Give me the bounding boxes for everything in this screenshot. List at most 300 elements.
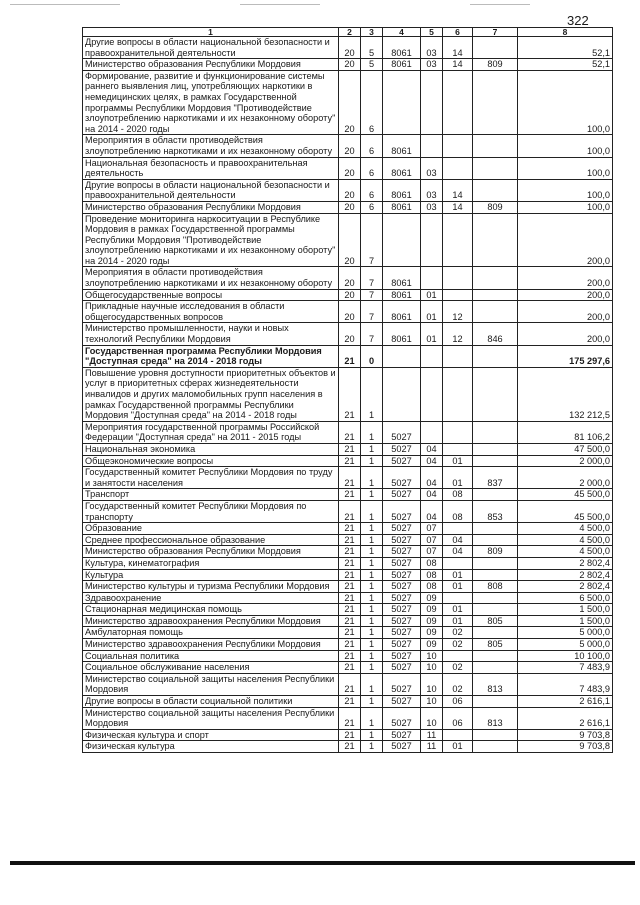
row-code-cell: 02 bbox=[443, 673, 473, 695]
row-code-cell: 20 bbox=[339, 59, 361, 71]
row-code-cell bbox=[443, 345, 473, 367]
row-code-cell: 01 bbox=[443, 741, 473, 753]
row-amount-cell: 175 297,6 bbox=[518, 345, 613, 367]
row-code-cell: 1 bbox=[361, 569, 383, 581]
table-row bbox=[83, 523, 613, 535]
row-code-cell: 01 bbox=[443, 569, 473, 581]
row-code-cell bbox=[443, 729, 473, 741]
row-code-cell bbox=[473, 592, 518, 604]
row-code-cell: 5027 bbox=[383, 421, 421, 443]
row-code-cell bbox=[473, 604, 518, 616]
row-code-cell bbox=[421, 213, 443, 267]
row-code-cell bbox=[443, 557, 473, 569]
table-row bbox=[83, 467, 613, 489]
row-code-cell bbox=[443, 592, 473, 604]
row-code-cell: 7 bbox=[361, 213, 383, 267]
table-row bbox=[83, 569, 613, 581]
row-code-cell: 6 bbox=[361, 70, 383, 135]
row-amount-cell: 2 000,0 bbox=[518, 467, 613, 489]
row-code-cell bbox=[383, 367, 421, 421]
row-name-cell: Проведение мониторинга наркоситуации в Республике Мордовия в рамках Государственной программы Республики Мордовия "Противодействие злоупотреблению наркотиками и их незаконному обороту" на 2014 - 2020 годы bbox=[83, 213, 339, 267]
row-amount-cell: 2 000,0 bbox=[518, 455, 613, 467]
row-code-cell: 01 bbox=[443, 467, 473, 489]
table-row bbox=[83, 201, 613, 213]
row-code-cell: 21 bbox=[339, 615, 361, 627]
row-code-cell: 20 bbox=[339, 267, 361, 289]
row-code-cell: 08 bbox=[421, 581, 443, 593]
row-code-cell bbox=[383, 213, 421, 267]
row-code-cell: 02 bbox=[443, 627, 473, 639]
table-row bbox=[83, 135, 613, 157]
column-header-row bbox=[83, 28, 613, 37]
row-code-cell: 805 bbox=[473, 615, 518, 627]
row-amount-cell: 81 106,2 bbox=[518, 421, 613, 443]
row-code-cell: 07 bbox=[421, 534, 443, 546]
row-name-cell: Министерство здравоохранения Республики Мордовия bbox=[83, 639, 339, 651]
row-code-cell: 01 bbox=[443, 455, 473, 467]
row-code-cell: 21 bbox=[339, 367, 361, 421]
row-code-cell: 7 bbox=[361, 301, 383, 323]
row-code-cell: 14 bbox=[443, 37, 473, 59]
row-code-cell: 14 bbox=[443, 59, 473, 71]
top-edge-rule bbox=[10, 4, 120, 5]
row-code-cell: 5027 bbox=[383, 592, 421, 604]
table-row bbox=[83, 639, 613, 651]
row-code-cell: 5027 bbox=[383, 615, 421, 627]
row-code-cell: 01 bbox=[421, 289, 443, 301]
row-name-cell: Другие вопросы в области национальной безопасности и правоохранительной деятельности bbox=[83, 37, 339, 59]
row-code-cell: 21 bbox=[339, 489, 361, 501]
row-code-cell: 853 bbox=[473, 500, 518, 522]
row-code-cell: 8061 bbox=[383, 157, 421, 179]
table-row bbox=[83, 421, 613, 443]
row-amount-cell: 100,0 bbox=[518, 157, 613, 179]
table-row bbox=[83, 592, 613, 604]
row-name-cell: Национальная экономика bbox=[83, 443, 339, 455]
budget-table bbox=[82, 27, 613, 753]
row-name-cell: Министерство социальной защиты населения Республики Мордовия bbox=[83, 673, 339, 695]
row-code-cell: 5027 bbox=[383, 500, 421, 522]
row-name-cell: Среднее профессиональное образование bbox=[83, 534, 339, 546]
row-code-cell: 1 bbox=[361, 662, 383, 674]
row-name-cell: Амбулаторная помощь bbox=[83, 627, 339, 639]
row-code-cell: 03 bbox=[421, 179, 443, 201]
row-amount-cell: 100,0 bbox=[518, 70, 613, 135]
row-code-cell: 5027 bbox=[383, 662, 421, 674]
row-code-cell: 5027 bbox=[383, 455, 421, 467]
row-code-cell: 1 bbox=[361, 367, 383, 421]
row-code-cell bbox=[473, 696, 518, 708]
column-header: 2 bbox=[339, 28, 361, 37]
row-name-cell: Государственный комитет Республики Мордовия по транспорту bbox=[83, 500, 339, 522]
row-code-cell: 1 bbox=[361, 581, 383, 593]
row-code-cell: 10 bbox=[421, 707, 443, 729]
row-code-cell: 21 bbox=[339, 696, 361, 708]
row-code-cell: 5 bbox=[361, 59, 383, 71]
table-row bbox=[83, 179, 613, 201]
row-code-cell: 8061 bbox=[383, 323, 421, 345]
row-code-cell: 21 bbox=[339, 557, 361, 569]
row-code-cell: 21 bbox=[339, 604, 361, 616]
row-code-cell bbox=[473, 662, 518, 674]
column-header: 1 bbox=[83, 28, 339, 37]
row-code-cell: 21 bbox=[339, 421, 361, 443]
row-amount-cell: 5 000,0 bbox=[518, 627, 613, 639]
row-code-cell: 5027 bbox=[383, 729, 421, 741]
row-code-cell: 08 bbox=[443, 489, 473, 501]
row-code-cell: 09 bbox=[421, 604, 443, 616]
row-code-cell: 1 bbox=[361, 639, 383, 651]
row-code-cell: 809 bbox=[473, 59, 518, 71]
row-code-cell: 06 bbox=[443, 707, 473, 729]
table-row bbox=[83, 213, 613, 267]
page-number: 322 bbox=[567, 13, 589, 28]
row-code-cell: 1 bbox=[361, 615, 383, 627]
row-code-cell: 7 bbox=[361, 267, 383, 289]
row-code-cell: 21 bbox=[339, 639, 361, 651]
row-code-cell: 12 bbox=[443, 323, 473, 345]
row-amount-cell: 200,0 bbox=[518, 301, 613, 323]
row-code-cell: 01 bbox=[443, 615, 473, 627]
row-code-cell: 6 bbox=[361, 135, 383, 157]
row-name-cell: Министерство культуры и туризма Республики Мордовия bbox=[83, 581, 339, 593]
row-code-cell: 21 bbox=[339, 500, 361, 522]
row-code-cell bbox=[443, 267, 473, 289]
row-code-cell: 5027 bbox=[383, 557, 421, 569]
row-code-cell: 20 bbox=[339, 157, 361, 179]
row-name-cell: Общеэкономические вопросы bbox=[83, 455, 339, 467]
row-code-cell: 21 bbox=[339, 707, 361, 729]
row-code-cell bbox=[473, 367, 518, 421]
row-code-cell: 04 bbox=[421, 455, 443, 467]
row-code-cell bbox=[421, 135, 443, 157]
row-amount-cell: 52,1 bbox=[518, 59, 613, 71]
row-code-cell: 808 bbox=[473, 581, 518, 593]
row-code-cell bbox=[473, 729, 518, 741]
row-code-cell: 09 bbox=[421, 592, 443, 604]
row-name-cell: Мероприятия в области противодействия злоупотреблению наркотиками и их незаконному обороту bbox=[83, 135, 339, 157]
row-code-cell: 14 bbox=[443, 201, 473, 213]
row-code-cell: 5027 bbox=[383, 523, 421, 535]
row-name-cell: Мероприятия государственной программы Российской Федерации "Доступная среда" на 2011 - 2015 годы bbox=[83, 421, 339, 443]
row-code-cell: 1 bbox=[361, 455, 383, 467]
row-code-cell bbox=[421, 267, 443, 289]
table-row bbox=[83, 557, 613, 569]
row-code-cell: 1 bbox=[361, 627, 383, 639]
row-code-cell: 837 bbox=[473, 467, 518, 489]
row-code-cell: 813 bbox=[473, 707, 518, 729]
row-code-cell: 5027 bbox=[383, 604, 421, 616]
row-code-cell bbox=[443, 135, 473, 157]
row-name-cell: Физическая культура bbox=[83, 741, 339, 753]
row-code-cell bbox=[383, 345, 421, 367]
table-row bbox=[83, 650, 613, 662]
row-code-cell: 04 bbox=[421, 443, 443, 455]
column-header: 3 bbox=[361, 28, 383, 37]
table-row bbox=[83, 443, 613, 455]
row-name-cell: Министерство образования Республики Мордовия bbox=[83, 59, 339, 71]
row-code-cell bbox=[443, 70, 473, 135]
row-code-cell bbox=[473, 557, 518, 569]
row-code-cell: 8061 bbox=[383, 289, 421, 301]
row-code-cell bbox=[473, 523, 518, 535]
row-name-cell: Государственный комитет Республики Мордовия по труду и занятости населения bbox=[83, 467, 339, 489]
row-name-cell: Другие вопросы в области национальной безопасности и правоохранительной деятельности bbox=[83, 179, 339, 201]
top-edge-rule bbox=[470, 4, 530, 5]
row-code-cell: 6 bbox=[361, 157, 383, 179]
row-code-cell bbox=[473, 421, 518, 443]
row-amount-cell: 100,0 bbox=[518, 201, 613, 213]
row-code-cell bbox=[421, 421, 443, 443]
row-code-cell: 11 bbox=[421, 729, 443, 741]
row-code-cell: 02 bbox=[443, 639, 473, 651]
row-code-cell: 5027 bbox=[383, 569, 421, 581]
row-code-cell: 809 bbox=[473, 546, 518, 558]
row-name-cell: Культура bbox=[83, 569, 339, 581]
row-code-cell bbox=[443, 443, 473, 455]
row-code-cell bbox=[473, 37, 518, 59]
row-amount-cell: 2 802,4 bbox=[518, 557, 613, 569]
column-header: 6 bbox=[443, 28, 473, 37]
row-code-cell: 08 bbox=[443, 500, 473, 522]
row-code-cell: 7 bbox=[361, 323, 383, 345]
row-code-cell: 1 bbox=[361, 741, 383, 753]
table-row bbox=[83, 673, 613, 695]
row-code-cell bbox=[473, 627, 518, 639]
row-amount-cell: 2 802,4 bbox=[518, 569, 613, 581]
table-row bbox=[83, 489, 613, 501]
table-row bbox=[83, 157, 613, 179]
row-name-cell: Социальное обслуживание населения bbox=[83, 662, 339, 674]
row-code-cell: 09 bbox=[421, 639, 443, 651]
row-name-cell: Здравоохранение bbox=[83, 592, 339, 604]
row-code-cell: 5027 bbox=[383, 443, 421, 455]
row-code-cell bbox=[473, 267, 518, 289]
row-code-cell bbox=[473, 157, 518, 179]
row-code-cell: 09 bbox=[421, 627, 443, 639]
row-code-cell bbox=[443, 523, 473, 535]
row-name-cell: Стационарная медицинская помощь bbox=[83, 604, 339, 616]
column-header: 7 bbox=[473, 28, 518, 37]
row-code-cell: 5027 bbox=[383, 489, 421, 501]
table-row bbox=[83, 301, 613, 323]
row-code-cell: 8061 bbox=[383, 37, 421, 59]
row-code-cell: 07 bbox=[421, 546, 443, 558]
row-code-cell: 01 bbox=[443, 581, 473, 593]
row-amount-cell: 5 000,0 bbox=[518, 639, 613, 651]
row-code-cell: 04 bbox=[421, 500, 443, 522]
row-code-cell: 1 bbox=[361, 696, 383, 708]
row-code-cell: 21 bbox=[339, 443, 361, 455]
table-row bbox=[83, 707, 613, 729]
row-code-cell bbox=[421, 345, 443, 367]
row-code-cell: 20 bbox=[339, 179, 361, 201]
row-name-cell: Министерство образования Республики Мордовия bbox=[83, 201, 339, 213]
row-amount-cell: 52,1 bbox=[518, 37, 613, 59]
table-row bbox=[83, 696, 613, 708]
row-name-cell: Национальная безопасность и правоохранительная деятельность bbox=[83, 157, 339, 179]
row-code-cell: 1 bbox=[361, 604, 383, 616]
row-code-cell bbox=[473, 534, 518, 546]
table-row bbox=[83, 70, 613, 135]
row-code-cell: 0 bbox=[361, 345, 383, 367]
row-code-cell: 21 bbox=[339, 581, 361, 593]
row-code-cell bbox=[473, 289, 518, 301]
row-code-cell: 20 bbox=[339, 70, 361, 135]
row-code-cell bbox=[473, 443, 518, 455]
row-code-cell: 11 bbox=[421, 741, 443, 753]
table-row bbox=[83, 289, 613, 301]
row-code-cell: 1 bbox=[361, 707, 383, 729]
row-code-cell: 21 bbox=[339, 650, 361, 662]
row-code-cell: 04 bbox=[421, 489, 443, 501]
row-code-cell: 5027 bbox=[383, 546, 421, 558]
row-code-cell: 08 bbox=[421, 569, 443, 581]
row-code-cell: 21 bbox=[339, 345, 361, 367]
row-code-cell bbox=[443, 650, 473, 662]
row-code-cell bbox=[443, 421, 473, 443]
row-name-cell: Прикладные научные исследования в области общегосударственных вопросов bbox=[83, 301, 339, 323]
row-code-cell: 12 bbox=[443, 301, 473, 323]
row-code-cell: 8061 bbox=[383, 135, 421, 157]
row-code-cell: 5 bbox=[361, 37, 383, 59]
row-code-cell: 21 bbox=[339, 741, 361, 753]
row-amount-cell: 132 212,5 bbox=[518, 367, 613, 421]
row-code-cell bbox=[473, 135, 518, 157]
row-amount-cell: 45 500,0 bbox=[518, 489, 613, 501]
table-row bbox=[83, 662, 613, 674]
row-amount-cell: 2 616,1 bbox=[518, 696, 613, 708]
row-code-cell bbox=[443, 157, 473, 179]
row-code-cell: 20 bbox=[339, 213, 361, 267]
row-code-cell bbox=[473, 569, 518, 581]
row-amount-cell: 100,0 bbox=[518, 135, 613, 157]
row-code-cell bbox=[473, 455, 518, 467]
row-name-cell: Министерство образования Республики Мордовия bbox=[83, 546, 339, 558]
row-name-cell: Физическая культура и спорт bbox=[83, 729, 339, 741]
row-code-cell: 08 bbox=[421, 557, 443, 569]
row-code-cell: 1 bbox=[361, 467, 383, 489]
row-amount-cell: 10 100,0 bbox=[518, 650, 613, 662]
row-name-cell: Культура, кинематография bbox=[83, 557, 339, 569]
row-name-cell: Другие вопросы в области социальной политики bbox=[83, 696, 339, 708]
row-code-cell: 8061 bbox=[383, 301, 421, 323]
row-amount-cell: 1 500,0 bbox=[518, 604, 613, 616]
row-code-cell bbox=[473, 741, 518, 753]
row-code-cell: 6 bbox=[361, 179, 383, 201]
row-code-cell: 5027 bbox=[383, 707, 421, 729]
row-code-cell: 21 bbox=[339, 467, 361, 489]
row-code-cell: 21 bbox=[339, 523, 361, 535]
row-name-cell: Государственная программа Республики Мордовия "Доступная среда" на 2014 - 2018 годы bbox=[83, 345, 339, 367]
row-code-cell: 10 bbox=[421, 650, 443, 662]
row-code-cell: 1 bbox=[361, 673, 383, 695]
row-name-cell: Формирование, развитие и функционирование системы раннего выявления лиц, употребляющих наркотики в немедицинских целях, в рамках Государственной программы Республики Мордовия "Противодействие злоупотреблению наркотиками и их незаконному обороту" на 2014 - 2020 годы bbox=[83, 70, 339, 135]
row-amount-cell: 2 802,4 bbox=[518, 581, 613, 593]
row-name-cell: Социальная политика bbox=[83, 650, 339, 662]
row-name-cell: Мероприятия в области противодействия злоупотреблению наркотиками и их незаконному обороту bbox=[83, 267, 339, 289]
row-code-cell: 01 bbox=[443, 604, 473, 616]
row-code-cell: 1 bbox=[361, 592, 383, 604]
row-code-cell: 5027 bbox=[383, 534, 421, 546]
row-code-cell: 1 bbox=[361, 443, 383, 455]
row-code-cell: 20 bbox=[339, 37, 361, 59]
row-code-cell bbox=[473, 345, 518, 367]
row-code-cell: 1 bbox=[361, 729, 383, 741]
row-code-cell: 20 bbox=[339, 135, 361, 157]
table-row bbox=[83, 267, 613, 289]
row-code-cell: 20 bbox=[339, 201, 361, 213]
row-code-cell: 10 bbox=[421, 696, 443, 708]
row-code-cell: 6 bbox=[361, 201, 383, 213]
row-name-cell: Образование bbox=[83, 523, 339, 535]
row-code-cell bbox=[473, 301, 518, 323]
row-amount-cell: 200,0 bbox=[518, 323, 613, 345]
row-code-cell: 20 bbox=[339, 323, 361, 345]
row-name-cell: Транспорт bbox=[83, 489, 339, 501]
table-row bbox=[83, 581, 613, 593]
row-code-cell: 1 bbox=[361, 534, 383, 546]
row-code-cell: 03 bbox=[421, 157, 443, 179]
row-amount-cell: 4 500,0 bbox=[518, 534, 613, 546]
table-row bbox=[83, 323, 613, 345]
row-code-cell bbox=[421, 70, 443, 135]
row-code-cell: 10 bbox=[421, 662, 443, 674]
row-name-cell: Министерство промышленности, науки и новых технологий Республики Мордовия bbox=[83, 323, 339, 345]
row-code-cell: 1 bbox=[361, 489, 383, 501]
row-code-cell: 1 bbox=[361, 421, 383, 443]
row-amount-cell: 45 500,0 bbox=[518, 500, 613, 522]
row-amount-cell: 7 483,9 bbox=[518, 662, 613, 674]
row-code-cell: 5027 bbox=[383, 467, 421, 489]
row-code-cell: 20 bbox=[339, 301, 361, 323]
row-code-cell: 8061 bbox=[383, 201, 421, 213]
table-row bbox=[83, 37, 613, 59]
row-code-cell: 813 bbox=[473, 673, 518, 695]
table-row bbox=[83, 615, 613, 627]
row-code-cell: 21 bbox=[339, 592, 361, 604]
row-code-cell: 8061 bbox=[383, 267, 421, 289]
row-amount-cell: 9 703,8 bbox=[518, 729, 613, 741]
row-code-cell: 8061 bbox=[383, 179, 421, 201]
row-code-cell: 10 bbox=[421, 673, 443, 695]
row-code-cell: 21 bbox=[339, 455, 361, 467]
row-code-cell bbox=[473, 489, 518, 501]
row-amount-cell: 100,0 bbox=[518, 179, 613, 201]
row-code-cell: 5027 bbox=[383, 673, 421, 695]
row-name-cell: Повышение уровня доступности приоритетных объектов и услуг в приоритетных сферах жизнедеятельности инвалидов и других маломобильных групп населения в рамках Государственной программы Республики Мордовия "Доступная среда" на 2014 - 2018 годы bbox=[83, 367, 339, 421]
row-code-cell: 21 bbox=[339, 569, 361, 581]
row-code-cell: 21 bbox=[339, 546, 361, 558]
row-name-cell: Общегосударственные вопросы bbox=[83, 289, 339, 301]
table-row bbox=[83, 741, 613, 753]
row-code-cell: 846 bbox=[473, 323, 518, 345]
row-amount-cell: 200,0 bbox=[518, 289, 613, 301]
row-code-cell: 1 bbox=[361, 650, 383, 662]
row-code-cell: 21 bbox=[339, 627, 361, 639]
table-row bbox=[83, 546, 613, 558]
row-name-cell: Министерство здравоохранения Республики Мордовия bbox=[83, 615, 339, 627]
table-row bbox=[83, 729, 613, 741]
row-amount-cell: 7 483,9 bbox=[518, 673, 613, 695]
row-code-cell: 20 bbox=[339, 289, 361, 301]
row-code-cell: 21 bbox=[339, 729, 361, 741]
row-code-cell: 14 bbox=[443, 179, 473, 201]
row-code-cell: 21 bbox=[339, 662, 361, 674]
row-code-cell: 5027 bbox=[383, 741, 421, 753]
column-header: 5 bbox=[421, 28, 443, 37]
row-code-cell: 03 bbox=[421, 59, 443, 71]
